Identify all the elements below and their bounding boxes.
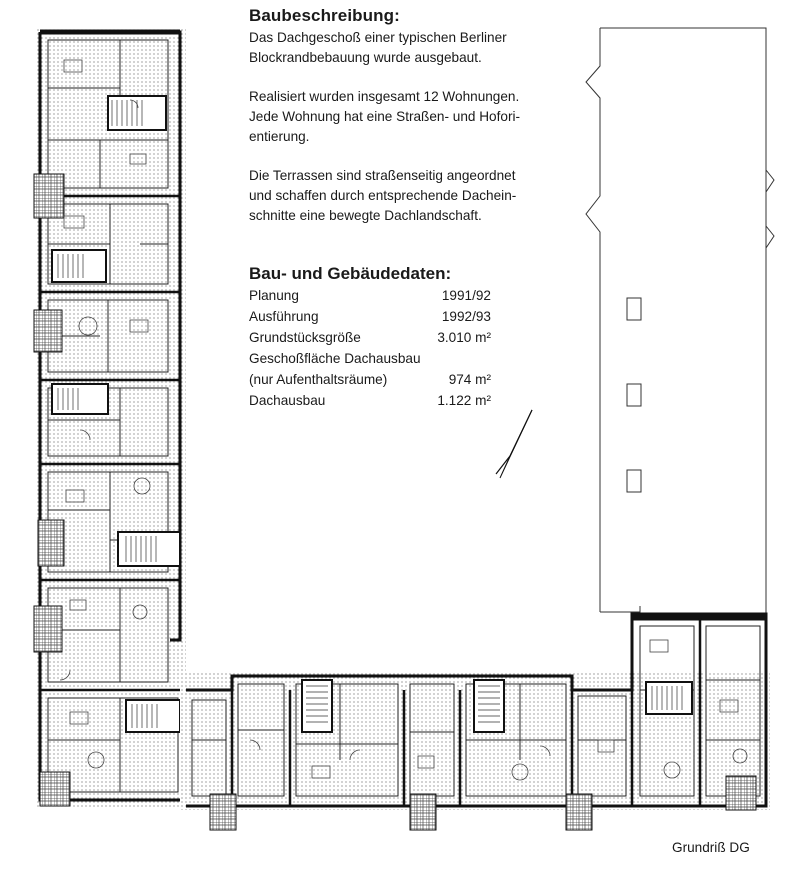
data-row — [249, 369, 491, 390]
data-label: Dachausbau — [249, 393, 326, 408]
description-heading: Baubeschreibung: — [249, 6, 400, 25]
text-block — [249, 6, 579, 411]
data-row — [249, 285, 491, 306]
north-arrow-icon — [496, 410, 532, 478]
description-line: Jede Wohnung hat eine Straßen- und Hofori- — [249, 109, 521, 124]
data-label: Ausführung — [249, 309, 319, 324]
data-label: Planung — [249, 288, 299, 303]
description-line: entierung. — [249, 129, 310, 144]
description-line: schnitte eine bewegte Dachlandschaft. — [249, 208, 482, 223]
data-value: 1991/92 — [441, 288, 491, 303]
building-data-table — [249, 285, 491, 411]
data-value: 974 m² — [448, 372, 491, 387]
left-wing — [34, 28, 186, 808]
data-value: 1.122 m² — [437, 393, 491, 408]
description-line: und schaffen durch entsprechende Dachein- — [249, 188, 517, 203]
data-row — [249, 390, 491, 411]
neighbour-building — [586, 28, 774, 614]
plan-caption: Grundriß DG — [672, 840, 750, 855]
data-heading: Bau- und Gebäudedaten: — [249, 264, 452, 283]
data-row — [249, 327, 491, 348]
description-line: Die Terrassen sind straßenseitig angeordnet — [249, 168, 516, 183]
description-line: Blockrandbebauung wurde ausgebaut. — [249, 50, 482, 65]
data-label: Geschoßfläche Dachausbau — [249, 351, 421, 366]
data-row — [249, 306, 491, 327]
data-value: 1992/93 — [441, 309, 491, 324]
data-value — [433, 348, 491, 369]
data-label: (nur Aufenthaltsräume) — [249, 372, 388, 387]
bottom-wing — [180, 614, 770, 830]
data-label: Grundstücksgröße — [249, 330, 361, 345]
description-line: Das Dachgeschoß einer typischen Berliner — [249, 30, 507, 45]
data-value: 3.010 m² — [437, 330, 491, 345]
data-row — [249, 348, 491, 369]
description-line: Realisiert wurden insgesamt 12 Wohnungen. — [249, 89, 520, 104]
